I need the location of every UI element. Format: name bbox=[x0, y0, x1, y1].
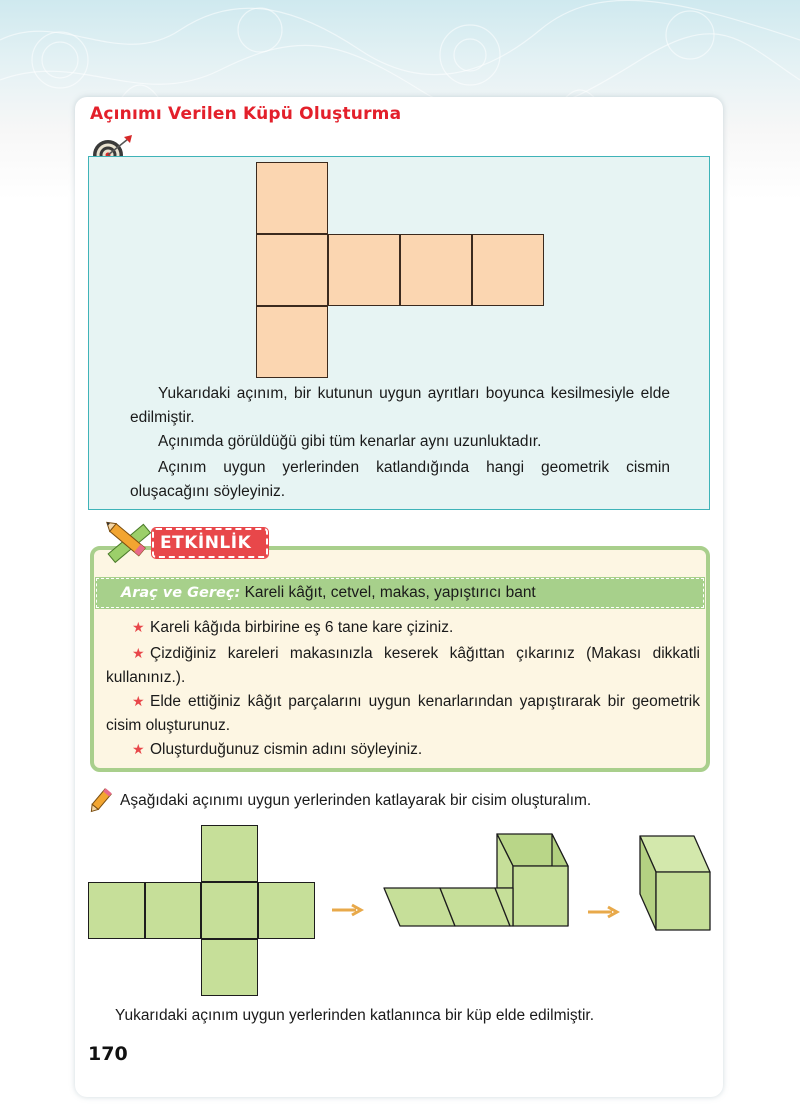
net-square bbox=[201, 939, 258, 996]
arrow-right-icon bbox=[586, 905, 620, 919]
activity-step-4: ★ Oluşturduğunuz cismin adını söyleyiniz. bbox=[106, 737, 700, 762]
pencil-ruler-icon bbox=[100, 512, 158, 570]
problem-paragraph-2: Açınımda görüldüğü gibi tüm kenarlar aynı uzunluktadır. bbox=[158, 433, 542, 450]
partially-folded-net bbox=[380, 830, 580, 940]
net-square bbox=[201, 825, 258, 882]
pencil-icon bbox=[86, 785, 116, 815]
star-icon: ★ bbox=[132, 645, 145, 661]
net-square bbox=[400, 234, 472, 306]
star-icon: ★ bbox=[132, 693, 145, 709]
star-icon: ★ bbox=[132, 741, 145, 757]
arrow-right-icon bbox=[330, 903, 364, 917]
tools-label: Araç ve Gereç: bbox=[121, 585, 241, 601]
net-square bbox=[256, 234, 328, 306]
net-square bbox=[256, 306, 328, 378]
folded-cube bbox=[636, 834, 714, 934]
tools-value: Kareli kâğıt, cetvel, makas, yapıştırıcı bant bbox=[244, 584, 536, 601]
activity-step-2: ★ Çizdiğiniz kareleri makasınızla keserek kâğıttan çıkarınız (Makası dikkatli kullanınız.). bbox=[106, 641, 700, 690]
net-square bbox=[258, 882, 315, 939]
problem-paragraph-1: Yukarıdaki açınım, bir kutunun uygun ayrıtları boyunca kesilmesiyle elde edilmiştir. bbox=[130, 385, 670, 426]
net-square bbox=[472, 234, 544, 306]
section-title: Açınımı Verilen Küpü Oluşturma bbox=[90, 104, 402, 124]
star-icon: ★ bbox=[132, 619, 145, 635]
activity-step-3: ★ Elde ettiğiniz kâğıt parçalarını uygun kenarlarından yapıştırarak bir geometrik cisim oluşturunuz. bbox=[106, 689, 700, 738]
activity-step-1: ★ Kareli kâğıda birbirine eş 6 tane kare çiziniz. bbox=[106, 615, 700, 640]
folding-conclusion: Yukarıdaki açınım uygun yerlerinden katlanınca bir küp elde edilmiştir. bbox=[115, 1007, 595, 1024]
net-square bbox=[328, 234, 400, 306]
activity-label: ETKİNLİK bbox=[152, 528, 268, 558]
net-square bbox=[201, 882, 258, 939]
net-square bbox=[145, 882, 201, 939]
net-square bbox=[88, 882, 145, 939]
problem-paragraph-3: Açınım uygun yerlerinden katlandığında hangi geometrik cismin oluşacağını söyleyiniz. bbox=[130, 459, 670, 500]
page-number: 170 bbox=[88, 1043, 128, 1065]
net-square bbox=[256, 162, 328, 234]
tools-bar bbox=[96, 578, 704, 608]
folding-intro: Aşağıdaki açınımı uygun yerlerinden katlayarak bir cisim oluşturalım. bbox=[120, 792, 592, 809]
